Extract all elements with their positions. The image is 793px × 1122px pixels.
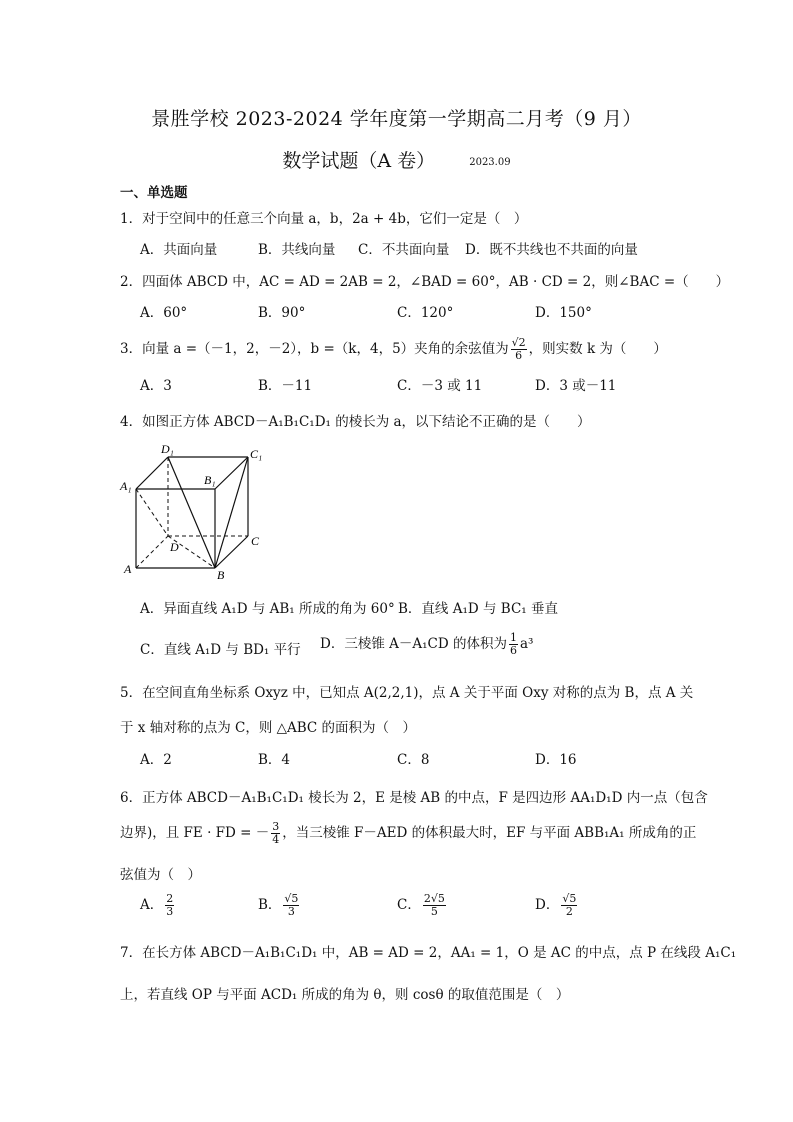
q4-optd-end: a³ (519, 636, 534, 652)
q6-opt-d-label: D． (535, 897, 560, 913)
q6-opt-c-label: C． (397, 897, 421, 913)
question-5-line-1: 5．在空间直角坐标系 Oxyz 中，已知点 A(2,2,1)，点 A 关于平面 Oxy 对称的点为 B，点 A 关 (120, 685, 694, 701)
q6-opt-a-fraction (165, 893, 174, 918)
q6-opt-a-den: 3 (166, 905, 174, 918)
q3-frac-num: √2 (511, 336, 526, 349)
q4-optd-num: 1 (509, 631, 517, 644)
exam-date: 2023.09 (469, 156, 511, 168)
q4-option-d (320, 632, 533, 657)
q3-option-a: A．3 (140, 378, 172, 394)
q6-opt-b-fraction (283, 893, 299, 918)
label-c: C (251, 534, 260, 548)
q6-opt-d-den: 2 (565, 905, 573, 918)
q3-frac-den: 6 (515, 349, 523, 362)
q1-option-b: B．共线向量 (258, 242, 336, 258)
subtitle-text: 数学试题（A 卷） (282, 150, 436, 172)
q3-option-c: C．－3 或 11 (397, 378, 483, 394)
question-6-line-3: 弦值为（ ） (120, 867, 201, 883)
question-7-line-1: 7．在长方体 ABCD－A₁B₁C₁D₁ 中，AB = AD = 2，AA₁ = 1，O 是 AC 的中点，点 P 在线段 A₁C₁ (120, 945, 737, 961)
question-1-stem: 1．对于空间中的任意三个向量 a，b，2a + 4b，它们一定是（ ） (120, 211, 528, 227)
label-a: A (124, 562, 132, 576)
label-c1: C₁ (250, 447, 263, 461)
question-6-line-1: 6．正方体 ABCD－A₁B₁C₁D₁ 棱长为 2，E 是棱 AB 的中点，F 是四边形 AA₁D₁D 内一点（包含 (120, 790, 708, 806)
question-5-line-2: 于 x 轴对称的点为 C，则 △ABC 的面积为（ ） (120, 720, 417, 736)
label-b1: B₁ (204, 473, 216, 487)
q5-option-a: A．2 (140, 752, 172, 768)
q5-option-d: D．16 (535, 752, 577, 768)
q6-opt-c-num: 2√5 (423, 892, 445, 905)
q2-option-b: B．90° (258, 305, 306, 321)
question-6-line-2 (120, 821, 696, 846)
cube-figure (118, 440, 278, 585)
q6-opt-c-den: 5 (430, 905, 438, 918)
q6-option-a (140, 893, 176, 918)
exam-title: 景胜学校 2023-2024 学年度第一学期高二月考（9 月） (151, 108, 642, 130)
q2-option-d: D．150° (535, 305, 592, 321)
section-heading: 一、单选题 (120, 185, 188, 201)
label-d1: D₁ (161, 442, 174, 456)
q6-opt-b-label: B． (258, 897, 282, 913)
q6-option-b (258, 893, 301, 918)
exam-subtitle (0, 146, 793, 173)
question-7-line-2: 上，若直线 OP 与平面 ACD₁ 所成的角为 θ，则 cosθ 的取值范围是（ ） (120, 987, 570, 1003)
q1-option-d: D．既不共线也不共面的向量 (465, 242, 638, 258)
q5-option-c: C．8 (397, 752, 430, 768)
label-a1: A₁ (120, 479, 132, 493)
q2-option-a: A．60° (140, 305, 188, 321)
q3-stem-end: ，则实数 k 为（ ） (528, 341, 667, 357)
q1-option-c: C．不共面向量 (358, 242, 450, 258)
q6-opt-d-num: √5 (562, 892, 577, 905)
q6-frac-den: 4 (272, 833, 280, 846)
label-d: D (170, 540, 179, 554)
q6-line2-end: ，当三棱锥 F－AED 的体积最大时，EF 与平面 ABB₁A₁ 所成角的正 (282, 825, 697, 841)
q4-optd-fraction (509, 632, 518, 657)
question-4-stem: 4．如图正方体 ABCD－A₁B₁C₁D₁ 的棱长为 a，以下结论不正确的是（ ） (120, 414, 591, 430)
q6-option-d (535, 893, 579, 918)
q6-opt-a-label: A． (140, 897, 164, 913)
q4-optd-den: 6 (509, 644, 517, 657)
q5-option-b: B．4 (258, 752, 291, 768)
q3-option-d: D．3 或－11 (535, 378, 617, 394)
q6-opt-b-den: 3 (287, 905, 295, 918)
q4-option-b: B．直线 A₁D 与 BC₁ 垂直 (398, 601, 558, 617)
q6-fraction (271, 821, 280, 846)
q1-option-a: A．共面向量 (140, 242, 218, 258)
q3-fraction (511, 337, 527, 362)
q4-optd-start: D．三棱锥 A－A₁CD 的体积为 (320, 636, 507, 652)
q6-option-c (397, 893, 448, 918)
q6-opt-c-fraction (423, 893, 446, 918)
question-3-stem (120, 337, 667, 362)
q2-option-c: C．120° (397, 305, 454, 321)
q4-option-a: A．异面直线 A₁D 与 AB₁ 所成的角为 60° (140, 601, 395, 617)
q4-option-c: C．直线 A₁D 与 BD₁ 平行 (140, 642, 301, 658)
label-b: B (217, 568, 225, 582)
q3-stem-start: 3．向量 a =（－1，2，－2），b =（k，4，5）夹角的余弦值为 (120, 341, 509, 357)
q6-opt-d-fraction (561, 893, 577, 918)
q3-option-b: B．－11 (258, 378, 313, 394)
q6-frac-num: 3 (272, 820, 280, 833)
q6-opt-a-num: 2 (166, 892, 174, 905)
q6-opt-b-num: √5 (284, 892, 299, 905)
question-2-stem: 2．四面体 ABCD 中，AC = AD = 2AB = 2，∠BAD = 60°，AB · CD = 2，则∠BAC =（ ） (120, 274, 730, 290)
q6-line2-start: 边界)，且 FE · FD = － (120, 825, 270, 841)
